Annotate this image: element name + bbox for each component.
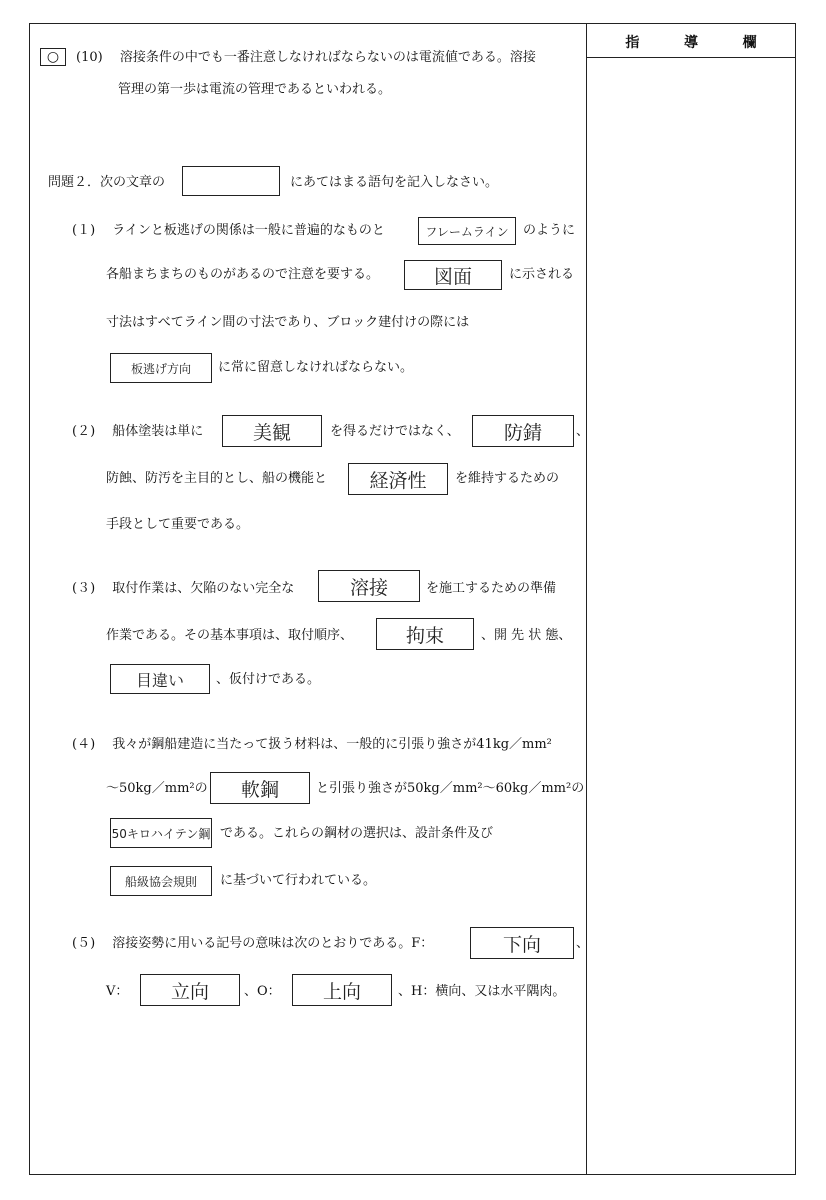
p4-answer1: 軟鋼 (210, 772, 310, 804)
p4-text5: に基づいて行われている。 (220, 873, 377, 888)
p4-text3: と引張り強さが50kg／mm²〜60kg／mm²の (316, 781, 585, 796)
p1-answer1: フレームライン (418, 217, 516, 245)
p4-answer2: 50キロハイテン鋼 (110, 818, 212, 848)
p3-answer2: 拘束 (376, 618, 474, 650)
guidance-column-header (587, 26, 795, 58)
p5-answer3: 上向 (292, 974, 392, 1006)
p2-answer2: 防錆 (472, 415, 574, 447)
p1-text3: 各船まちまちのものがあるので注意を要する。 (106, 267, 380, 282)
p2-text2: を得るだけではなく、 (330, 424, 460, 439)
p4-text2: 〜50kg／mm²の (106, 781, 208, 796)
p4-text1: (４) 我々が鋼船建造に当たって扱う材料は、一般的に引張り強さが41kg／mm² (72, 737, 552, 752)
item10-line2: 管理の第一歩は電流の管理であるといわれる。 (118, 82, 392, 97)
p2-text1: (２) 船体塗装は単に (72, 424, 204, 439)
p4-text4: である。これらの鋼材の選択は、設計条件及び (220, 826, 494, 841)
p5-answer2: 立向 (140, 974, 240, 1006)
p1-text2: のように (523, 223, 576, 238)
p1-text5: 寸法はすべてライン間の寸法であり、ブロック建付けの際には (106, 315, 470, 330)
question2-suffix: にあてはまる語句を記入しなさい。 (290, 175, 499, 190)
p1-text1: (１) ラインと板逃げの関係は一般に普遍的なものと (72, 223, 385, 238)
p1-answer3: 板逃げ方向 (110, 353, 212, 383)
p3-text5: 、仮付けである。 (216, 672, 321, 687)
p1-text6: に常に留意しなければならない。 (218, 360, 414, 375)
p5-answer1: 下向 (470, 927, 574, 959)
blank-example-box (182, 166, 280, 196)
guidance-label-1: 指 (625, 34, 640, 51)
p3-text4: 、開 先 状 態、 (481, 628, 572, 643)
p5-text3: V： (106, 984, 129, 999)
p3-text2: を施工するための準備 (426, 581, 557, 596)
p5-text2: 、 (576, 936, 590, 951)
p2-text6: 手段として重要である。 (106, 517, 250, 532)
item10-line1: (10) 溶接条件の中でも一番注意しなければならないのは電流値である。溶接 (76, 50, 536, 65)
p5-text5: 、H：横向、又は水平隅肉。 (398, 984, 566, 999)
score-mark-box (40, 48, 66, 66)
question2-prefix: 問題２．次の文章の (48, 175, 166, 190)
p2-answer3: 経済性 (348, 463, 448, 495)
guidance-label-3: 欄 (742, 34, 757, 51)
p2-text4: 防蝕、防汚を主目的とし、船の機能と (106, 471, 328, 486)
column-divider (586, 23, 587, 1175)
p4-answer3: 船級協会規則 (110, 866, 212, 896)
p1-text4: に示される (509, 267, 575, 282)
p3-text3: 作業である。その基本事項は、取付順序、 (106, 628, 354, 643)
p3-text1: (３) 取付作業は、欠陥のない完全な (72, 581, 295, 596)
p3-answer3: 目違い (110, 664, 210, 694)
score-mark: ○ (46, 49, 60, 65)
p5-text1: (５) 溶接姿勢に用いる記号の意味は次のとおりである。F： (72, 936, 434, 951)
p5-text4: 、O： (244, 984, 281, 999)
p2-answer1: 美観 (222, 415, 322, 447)
p1-answer2: 図面 (404, 260, 502, 290)
guidance-label-2: 導 (683, 34, 698, 51)
p2-text5: を維持するための (455, 471, 560, 486)
p2-text3: 、 (576, 424, 590, 439)
p3-answer1: 溶接 (318, 570, 420, 602)
